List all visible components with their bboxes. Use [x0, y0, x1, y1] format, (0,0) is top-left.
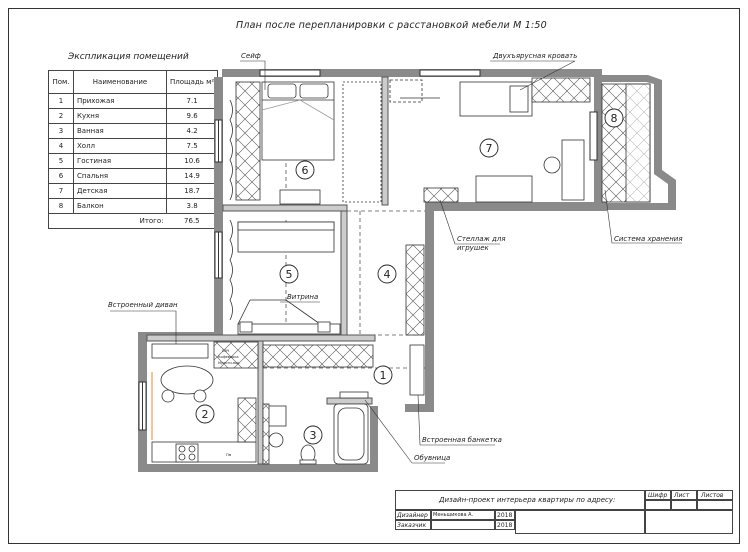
kitchen-counter [152, 442, 256, 462]
room-name: Балкон [74, 199, 167, 214]
total-value: 76.5 [167, 214, 218, 229]
header-name: Наименование [74, 71, 167, 94]
room-num: 1 [49, 94, 74, 109]
label-bunk-bed: Двухъярусная кровать [493, 52, 578, 60]
room-name: Гостиная [74, 154, 167, 169]
label-toy-shelf-1: Стеллаж для [457, 235, 506, 243]
room-num: 2 [49, 109, 74, 124]
room-num: 6 [49, 169, 74, 184]
corridor-cabinets [263, 345, 373, 367]
room-number-4: 4 [383, 268, 391, 281]
bedroom-furniture [230, 82, 381, 204]
label-safe: Сейф [241, 52, 261, 60]
builtin-sofa [152, 344, 208, 358]
kids-wardrobe [532, 78, 590, 102]
sink [269, 433, 283, 447]
room-number-5: 5 [285, 268, 293, 281]
balcony-storage [602, 84, 650, 202]
builtin-bench [410, 345, 424, 395]
room-area: 18.7 [167, 184, 218, 199]
room-area: 10.6 [167, 154, 218, 169]
room-name: Спальня [74, 169, 167, 184]
label-microwave-3: Мульти-вар. [218, 361, 241, 365]
room-num: 5 [49, 154, 74, 169]
room-num: 4 [49, 139, 74, 154]
hall-wardrobe [406, 245, 424, 335]
kitchen-furniture [152, 342, 258, 462]
label-shoe-rack: Обувница [414, 454, 451, 462]
room-number-3: 3 [309, 429, 317, 442]
shoe-rack [340, 392, 368, 398]
room-area: 4.2 [167, 124, 218, 139]
header-num: Пом. [49, 71, 74, 94]
project-name: Дизайн-проект интерьера квартиры по адресу: [439, 496, 616, 504]
kids-sofa [476, 176, 532, 202]
label-builtin-bench: Встроенная банкетка [422, 436, 502, 444]
room-name: Холл [74, 139, 167, 154]
designer-name: Меньшикова А. [433, 512, 474, 518]
room-name: Прихожая [74, 94, 167, 109]
label-microwave-1: СВЧ [222, 349, 230, 353]
designer-year: 2018 [497, 512, 513, 519]
title-block [395, 490, 733, 534]
room-name: Ванная [74, 124, 167, 139]
label-storage: Система хранения [614, 235, 683, 243]
kids-desk [562, 140, 584, 200]
room-num: 8 [49, 199, 74, 214]
room-number-8: 8 [610, 112, 618, 125]
bedroom-dresser [280, 190, 320, 204]
col-sheets: Листов [701, 492, 724, 499]
label-builtin-sofa: Встроенный диван [108, 301, 178, 309]
room-name: Кухня [74, 109, 167, 124]
room-name: Детская [74, 184, 167, 199]
room-number-2: 2 [201, 408, 209, 421]
total-label: Итого: [74, 214, 167, 229]
stove [176, 444, 198, 462]
label-kitchen-small: Пм [226, 453, 232, 457]
room-number-6: 6 [301, 164, 309, 177]
col-sheet: Лист [674, 492, 690, 499]
room-num: 7 [49, 184, 74, 199]
col-cipher: Шифр [648, 492, 668, 499]
kitchen-tall-unit [238, 398, 256, 442]
room-number-7: 7 [485, 142, 493, 155]
room-number-1: 1 [379, 369, 387, 382]
room-area: 9.6 [167, 109, 218, 124]
room-area: 14.9 [167, 169, 218, 184]
label-showcase: Витрина [287, 293, 319, 301]
client-year: 2018 [497, 522, 513, 529]
label-microwave-2: Кофеварка [218, 355, 239, 359]
plan-title: План после перепланировки с расстановкой мебели М 1:50 [236, 20, 547, 31]
room-num: 3 [49, 124, 74, 139]
room-area: 3.8 [167, 199, 218, 214]
explication-title: Экспликация помещений [68, 52, 189, 62]
wardrobe [236, 82, 260, 200]
header-area: Площадь м² [167, 71, 218, 94]
toy-shelf [424, 188, 458, 202]
designer-label: Дизайнер [397, 512, 428, 519]
client-label: Заказчик [397, 522, 427, 529]
room-area: 7.5 [167, 139, 218, 154]
room-area: 7.1 [167, 94, 218, 109]
label-toy-shelf-2: игрушек [457, 244, 489, 252]
